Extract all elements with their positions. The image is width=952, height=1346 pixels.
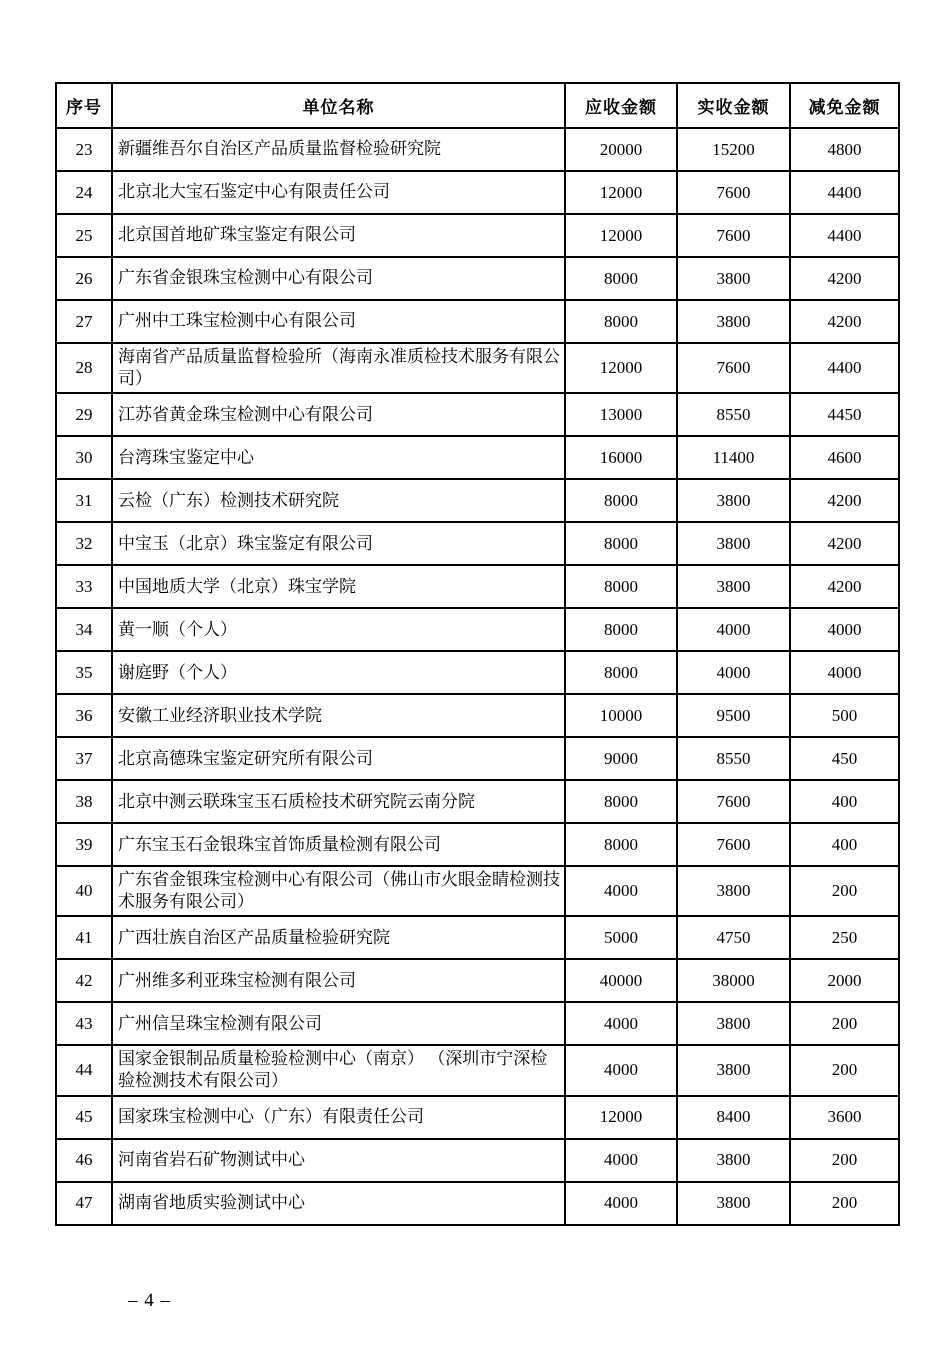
unit-name-cell: 云检（广东）检测技术研究院 (112, 479, 565, 522)
unit-name-cell: 广东宝玉石金银珠宝首饰质量检测有限公司 (112, 823, 565, 866)
received-amount-cell: 3800 (677, 1002, 790, 1045)
row-index-cell: 35 (56, 651, 112, 694)
table-row (56, 214, 899, 257)
table-row (56, 694, 899, 737)
received-amount-cell: 3800 (677, 1182, 790, 1225)
col-header-reduction-amount: 减免金额 (790, 83, 899, 128)
unit-name-cell: 中宝玉（北京）珠宝鉴定有限公司 (112, 522, 565, 565)
received-amount-cell: 3800 (677, 866, 790, 916)
reduction-amount-cell: 4400 (790, 171, 899, 214)
row-index-cell: 45 (56, 1096, 112, 1139)
unit-name-cell: 中国地质大学（北京）珠宝学院 (112, 565, 565, 608)
row-index-cell: 24 (56, 171, 112, 214)
reduction-amount-cell: 4450 (790, 393, 899, 436)
row-index-cell: 41 (56, 916, 112, 959)
reduction-amount-cell: 2000 (790, 959, 899, 1002)
unit-name-cell: 安徽工业经济职业技术学院 (112, 694, 565, 737)
unit-name-cell: 广东省金银珠宝检测中心有限公司 (112, 257, 565, 300)
receivable-amount-cell: 4000 (565, 866, 677, 916)
unit-name-cell: 黄一顺（个人） (112, 608, 565, 651)
row-index-cell: 23 (56, 128, 112, 171)
unit-name-cell: 新疆维吾尔自治区产品质量监督检验研究院 (112, 128, 565, 171)
receivable-amount-cell: 12000 (565, 343, 677, 393)
unit-name-cell: 广东省金银珠宝检测中心有限公司（佛山市火眼金睛检测技术服务有限公司） (112, 866, 565, 916)
received-amount-cell: 8550 (677, 393, 790, 436)
page-number: – 4 – (128, 1290, 171, 1311)
table-row (56, 436, 899, 479)
received-amount-cell: 11400 (677, 436, 790, 479)
received-amount-cell: 15200 (677, 128, 790, 171)
table-row (56, 823, 899, 866)
unit-name-cell: 北京中测云联珠宝玉石质检技术研究院云南分院 (112, 780, 565, 823)
row-index-cell: 38 (56, 780, 112, 823)
receivable-amount-cell: 8000 (565, 257, 677, 300)
reduction-amount-cell: 200 (790, 1182, 899, 1225)
fee-table-header (56, 83, 899, 128)
reduction-amount-cell: 4000 (790, 608, 899, 651)
table-row (56, 128, 899, 171)
received-amount-cell: 3800 (677, 1045, 790, 1095)
row-index-cell: 40 (56, 866, 112, 916)
received-amount-cell: 7600 (677, 214, 790, 257)
table-row (56, 257, 899, 300)
table-row (56, 916, 899, 959)
receivable-amount-cell: 8000 (565, 565, 677, 608)
table-row (56, 171, 899, 214)
receivable-amount-cell: 8000 (565, 479, 677, 522)
row-index-cell: 42 (56, 959, 112, 1002)
table-row (56, 300, 899, 343)
table-row (56, 1096, 899, 1139)
receivable-amount-cell: 12000 (565, 214, 677, 257)
table-row (56, 780, 899, 823)
row-index-cell: 33 (56, 565, 112, 608)
received-amount-cell: 7600 (677, 171, 790, 214)
received-amount-cell: 8400 (677, 1096, 790, 1139)
row-index-cell: 25 (56, 214, 112, 257)
receivable-amount-cell: 8000 (565, 300, 677, 343)
table-row (56, 959, 899, 1002)
col-header-receivable-amount: 应收金额 (565, 83, 677, 128)
unit-name-cell: 广西壮族自治区产品质量检验研究院 (112, 916, 565, 959)
row-index-cell: 37 (56, 737, 112, 780)
unit-name-cell: 海南省产品质量监督检验所（海南永准质检技术服务有限公司） (112, 343, 565, 393)
received-amount-cell: 3800 (677, 522, 790, 565)
received-amount-cell: 4000 (677, 651, 790, 694)
received-amount-cell: 8550 (677, 737, 790, 780)
row-index-cell: 44 (56, 1045, 112, 1095)
reduction-amount-cell: 4200 (790, 565, 899, 608)
receivable-amount-cell: 9000 (565, 737, 677, 780)
reduction-amount-cell: 4800 (790, 128, 899, 171)
table-row (56, 1139, 899, 1182)
table-row (56, 479, 899, 522)
table-row (56, 866, 899, 916)
receivable-amount-cell: 4000 (565, 1002, 677, 1045)
table-row (56, 1002, 899, 1045)
reduction-amount-cell: 4400 (790, 343, 899, 393)
received-amount-cell: 3800 (677, 479, 790, 522)
unit-name-cell: 北京国首地矿珠宝鉴定有限公司 (112, 214, 565, 257)
row-index-cell: 32 (56, 522, 112, 565)
row-index-cell: 29 (56, 393, 112, 436)
row-index-cell: 28 (56, 343, 112, 393)
col-header-received-amount: 实收金额 (677, 83, 790, 128)
receivable-amount-cell: 8000 (565, 651, 677, 694)
received-amount-cell: 3800 (677, 257, 790, 300)
reduction-amount-cell: 400 (790, 780, 899, 823)
table-row (56, 651, 899, 694)
reduction-amount-cell: 400 (790, 823, 899, 866)
receivable-amount-cell: 8000 (565, 608, 677, 651)
unit-name-cell: 台湾珠宝鉴定中心 (112, 436, 565, 479)
table-row (56, 608, 899, 651)
received-amount-cell: 7600 (677, 780, 790, 823)
received-amount-cell: 3800 (677, 300, 790, 343)
receivable-amount-cell: 8000 (565, 780, 677, 823)
table-row (56, 522, 899, 565)
received-amount-cell: 4000 (677, 608, 790, 651)
reduction-amount-cell: 200 (790, 1002, 899, 1045)
receivable-amount-cell: 8000 (565, 823, 677, 866)
unit-name-cell: 国家珠宝检测中心（广东）有限责任公司 (112, 1096, 565, 1139)
receivable-amount-cell: 4000 (565, 1182, 677, 1225)
reduction-amount-cell: 250 (790, 916, 899, 959)
unit-name-cell: 广州维多利亚珠宝检测有限公司 (112, 959, 565, 1002)
received-amount-cell: 7600 (677, 823, 790, 866)
receivable-amount-cell: 8000 (565, 522, 677, 565)
received-amount-cell: 4750 (677, 916, 790, 959)
unit-name-cell: 广州信呈珠宝检测有限公司 (112, 1002, 565, 1045)
unit-name-cell: 广州中工珠宝检测中心有限公司 (112, 300, 565, 343)
unit-name-cell: 国家金银制品质量检验检测中心（南京） （深圳市宁深检验检测技术有限公司） (112, 1045, 565, 1095)
reduction-amount-cell: 4200 (790, 300, 899, 343)
receivable-amount-cell: 12000 (565, 1096, 677, 1139)
row-index-cell: 47 (56, 1182, 112, 1225)
table-row (56, 737, 899, 780)
receivable-amount-cell: 40000 (565, 959, 677, 1002)
row-index-cell: 31 (56, 479, 112, 522)
reduction-amount-cell: 4600 (790, 436, 899, 479)
col-header-unit-name: 单位名称 (112, 83, 565, 128)
row-index-cell: 27 (56, 300, 112, 343)
row-index-cell: 26 (56, 257, 112, 300)
header-row (56, 83, 899, 128)
reduction-amount-cell: 200 (790, 866, 899, 916)
received-amount-cell: 3800 (677, 565, 790, 608)
unit-name-cell: 谢庭野（个人） (112, 651, 565, 694)
unit-name-cell: 江苏省黄金珠宝检测中心有限公司 (112, 393, 565, 436)
reduction-amount-cell: 4200 (790, 257, 899, 300)
row-index-cell: 39 (56, 823, 112, 866)
table-row (56, 565, 899, 608)
receivable-amount-cell: 4000 (565, 1045, 677, 1095)
table-row (56, 1182, 899, 1225)
row-index-cell: 46 (56, 1139, 112, 1182)
col-header-index: 序号 (56, 83, 112, 128)
row-index-cell: 34 (56, 608, 112, 651)
table-row (56, 343, 899, 393)
reduction-amount-cell: 450 (790, 737, 899, 780)
received-amount-cell: 7600 (677, 343, 790, 393)
reduction-amount-cell: 4400 (790, 214, 899, 257)
receivable-amount-cell: 13000 (565, 393, 677, 436)
reduction-amount-cell: 200 (790, 1045, 899, 1095)
receivable-amount-cell: 4000 (565, 1139, 677, 1182)
received-amount-cell: 38000 (677, 959, 790, 1002)
unit-name-cell: 河南省岩石矿物测试中心 (112, 1139, 565, 1182)
reduction-amount-cell: 500 (790, 694, 899, 737)
fee-table (55, 82, 900, 1226)
row-index-cell: 43 (56, 1002, 112, 1045)
table-row (56, 1045, 899, 1095)
receivable-amount-cell: 12000 (565, 171, 677, 214)
receivable-amount-cell: 20000 (565, 128, 677, 171)
reduction-amount-cell: 3600 (790, 1096, 899, 1139)
reduction-amount-cell: 4200 (790, 522, 899, 565)
receivable-amount-cell: 16000 (565, 436, 677, 479)
reduction-amount-cell: 200 (790, 1139, 899, 1182)
row-index-cell: 30 (56, 436, 112, 479)
unit-name-cell: 北京高德珠宝鉴定研究所有限公司 (112, 737, 565, 780)
fee-table-body (56, 128, 899, 1225)
receivable-amount-cell: 10000 (565, 694, 677, 737)
received-amount-cell: 9500 (677, 694, 790, 737)
receivable-amount-cell: 5000 (565, 916, 677, 959)
table-row (56, 393, 899, 436)
row-index-cell: 36 (56, 694, 112, 737)
unit-name-cell: 北京北大宝石鉴定中心有限责任公司 (112, 171, 565, 214)
reduction-amount-cell: 4200 (790, 479, 899, 522)
received-amount-cell: 3800 (677, 1139, 790, 1182)
unit-name-cell: 湖南省地质实验测试中心 (112, 1182, 565, 1225)
reduction-amount-cell: 4000 (790, 651, 899, 694)
